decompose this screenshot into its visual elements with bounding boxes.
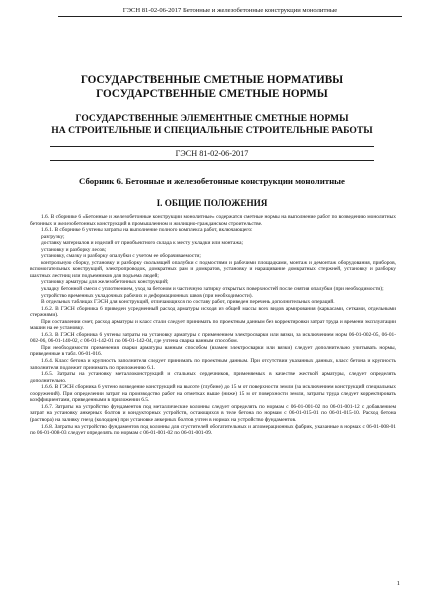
main-title-line-2: ГОСУДАРСТВЕННЫЕ СМЕТНЫЕ НОРМЫ (96, 88, 328, 100)
section-title: I. ОБЩИЕ ПОЛОЖЕНИЯ (156, 198, 268, 208)
paragraph: укладку бетонной смеси с уплотнением, уход за бетоном и частичную затирку открытых поверхностей после снятия опалубки (при необходимости); (41, 286, 384, 293)
collection-title: Сборник 6. Бетонные и железобетонные конструкции монолитные (79, 176, 345, 186)
paragraph: устройство временных укладочных рабочих и деформационных швов (при необходимости). (41, 292, 253, 299)
document-code: ГЭСН 81-02-06-2017 (50, 146, 374, 161)
paragraph: 1.6.1. В сборнике 6 учтены затраты на выполнение полного комплекса работ, включающего: (41, 227, 253, 234)
paragraph: установку, смазку и разборку опалубки с учетом ее оборачиваемости; (41, 253, 201, 260)
main-title-line-1: ГОСУДАРСТВЕННЫЕ СМЕТНЫЕ НОРМАТИВЫ (80, 74, 344, 86)
page-number: 1 (396, 580, 400, 587)
paragraph: 1.6.6. В ГЭСН сборника 6 учтено возведение конструкций на высоте (глубине) до 15 м от поверхности земли (за исключением конструкций специальных сооружений). При определении затрат на производство работ на отметках выше (ниже) 15 м от поверхности земли, затраты труда следует корректировать коэффициентами, приведенными в приложении 6.5. (30, 384, 396, 404)
paragraph: 1.6.3. В ГЭСН сборника 6 учтены затраты на установку арматуры с применением электросварки или вязки, за исключением норм 06-01-002-05, 06-01-002-06, 06-01-140-02, с 06-01-142-01 по 06-01-142-04, где учтена сварка ванным способом. (30, 331, 396, 345)
body-text (30, 214, 396, 437)
paragraph: 1.6.8. Затраты на устройство фундаментов под колонны для сгустителей обогатительных и агломерационных фабрик, указанные в нормах с 06-01-008-01 по 06-01-008-03 следует определять по нормам с 06-01-001-02 по 06-01-001-09. (30, 423, 396, 437)
paragraph: установку арматуры для железобетонных конструкций; (41, 279, 169, 286)
paragraph: доставку материалов и изделий от приобъектного склада к месту укладки или монтажа; (41, 240, 243, 247)
running-header: ГЭСН 81-02-06-2017 Бетонные и железобетонные конструкции монолитные (58, 6, 402, 17)
paragraph: 1.6.5. Затраты на установку металлоконструкций и стальных сердечников, применяемых в качестве жесткой арматуры, следует определять дополнительно. (30, 371, 396, 384)
paragraph: 1.6. В сборнике 6 «Бетонные и железобетонные конструкции монолитные» содержатся сметные нормы на выполнение работ по возведению монолитных бетонных и железобетонных конструкций в промышленном и жилищно-гражданском строительстве. (30, 214, 396, 227)
paragraph: При составлении смет, расход арматуры и класс стали следует принимать по проектным данным без корректировки затрат труда и времени эксплуатации машин на ее установку. (30, 318, 396, 332)
paragraph: разгрузку; (41, 233, 65, 240)
subtitle-line-1: ГОСУДАРСТВЕННЫЕ ЭЛЕМЕНТНЫЕ СМЕТНЫЕ НОРМЫ (75, 113, 349, 124)
paragraph: 1.6.2. В ГЭСН сборника 6 приведен усредненный расход арматуры исходя из общей массы всех видов армирования (каркасами, сетками, отдельными стержнями). (30, 305, 396, 319)
subtitle-line-2: НА СТРОИТЕЛЬНЫЕ И СПЕЦИАЛЬНЫЕ СТРОИТЕЛЬНЫЕ РАБОТЫ (51, 125, 373, 136)
paragraph: 1.6.7. Затраты на устройство фундаментов под металлические колонны следует определять по нормам с 06-01-001-02 по 06-01-001-12 с добавлением затрат на установку анкерных болтов и кондукторных устройств, остающихся в теле бетона по нормам с 06-01-015-01 по 06-01-015-10. Расход бетона (раствора) на заливку гнезд (колодцев) при установке анкерных болтов учтен в нормах на устройство фундаментов. (30, 403, 396, 423)
paragraph: В отдельных таблицах ГЭСН для конструкций, отличающихся по составу работ, приведен перечень дополнительных операций. (41, 299, 335, 306)
paragraph: При необходимости применения сварки арматуры ванным способом (взамен электросварки или вязки) следует дополнительно учитывать нормы, приведенные в табл. 06-01-016. (30, 344, 396, 358)
paragraph: контрольную сборку, установку и разборку скользящей опалубки с подмостями и рабочими площадками, монтаж и демонтаж оборудования, приборов, вспомогательных конструкций, электропроводок, домкратных рам и домкратов, установку и наращивание домкратных стержней, установку и разборку шахтных лестниц или подъемников для подъема людей; (30, 259, 396, 279)
paragraph: 1.6.4. Класс бетона и крупность заполнителя следует принимать по проектным данным. При отсутствии указанных данных, класс бетона и крупность заполнителя подлежит принимать по приложению 6.1. (30, 358, 396, 371)
paragraph: установку и разборку лесов; (41, 246, 107, 253)
